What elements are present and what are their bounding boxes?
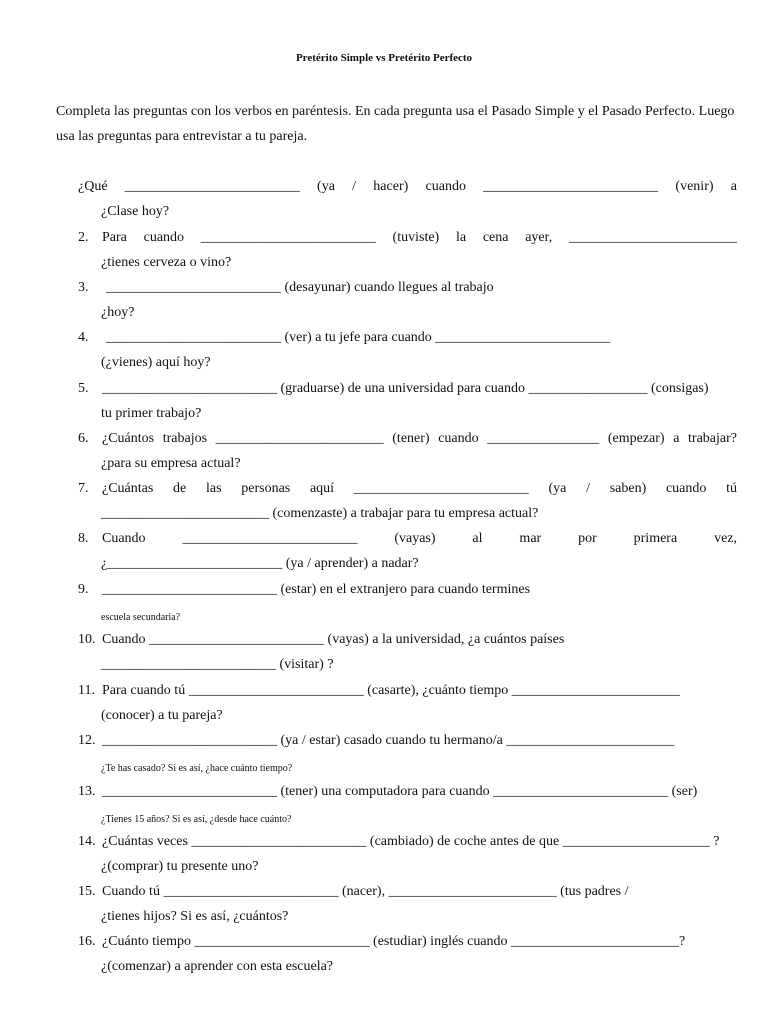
question-continuation: ¿Te has casado? Si es así, ¿hace cuánto tiempo? bbox=[101, 763, 293, 774]
question-text: Cuando _________________________ (vayas) al mar por primera vez, bbox=[102, 531, 737, 546]
question-line-1 bbox=[78, 580, 737, 600]
question-text: Para cuando _________________________ (tuviste) la cena ayer, ________________________ bbox=[102, 230, 737, 245]
question-continuation: ¿Tienes 15 años? Si es así, ¿desde hace cuánto? bbox=[101, 814, 292, 825]
question-continuation: (conocer) a tu pareja? bbox=[101, 708, 223, 723]
question-text: ¿Cuántas veces _________________________ (cambiado) de coche antes de que _____________________ ? bbox=[102, 834, 720, 849]
question-number: 10. bbox=[78, 632, 96, 647]
question-continuation: tu primer trabajo? bbox=[101, 406, 202, 421]
page-title: Pretérito Simple vs Pretérito Perfecto bbox=[295, 52, 473, 64]
question-continuation: ¿tienes hijos? Si es así, ¿cuántos? bbox=[101, 909, 289, 924]
question-text: _________________________ (tener) una computadora para cuando _________________________ (ser) bbox=[102, 784, 698, 799]
question-continuation: ¿(comprar) tu presente uno? bbox=[101, 859, 259, 874]
question-continuation: _________________________ (visitar) ? bbox=[101, 657, 334, 672]
question-line-1 bbox=[78, 228, 737, 248]
question-number: 11. bbox=[78, 683, 95, 698]
question-number: 3. bbox=[78, 280, 89, 295]
question-line-1 bbox=[78, 429, 737, 449]
question-text: ¿Cuántos trabajos ________________________ (tener) cuando ________________ (empezar) a trabajar? bbox=[102, 431, 737, 446]
question-number: 7. bbox=[78, 481, 89, 496]
question-text: ¿Qué _________________________ (ya / hacer) cuando _________________________ (venir) a bbox=[78, 179, 737, 194]
question-continuation: ¿tienes cerveza o vino? bbox=[101, 255, 232, 270]
question-line-1 bbox=[78, 479, 737, 499]
instructions-paragraph: Completa las preguntas con los verbos en paréntesis. En cada pregunta usa el Pasado Simple y el Pasado Perfecto. Luego usa las preguntas para entrevistar a tu pareja. bbox=[56, 104, 735, 144]
question-continuation: ¿hoy? bbox=[101, 305, 135, 320]
question-text: _________________________ (graduarse) de una universidad para cuando _________________ (consigas) bbox=[102, 381, 709, 396]
question-text: _________________________ (ver) a tu jefe para cuando _________________________ bbox=[106, 330, 611, 345]
question-number: 5. bbox=[78, 381, 89, 396]
question-continuation: ¿(comenzar) a aprender con esta escuela? bbox=[101, 959, 334, 974]
question-line-1 bbox=[78, 832, 737, 852]
question-text: ¿Cuánto tiempo _________________________ (estudiar) inglés cuando ________________________? bbox=[102, 934, 686, 949]
question-continuation: ¿_________________________ (ya / aprender) a nadar? bbox=[101, 556, 419, 571]
question-number: 2. bbox=[78, 230, 89, 245]
question-text: _________________________ (estar) en el extranjero para cuando termines bbox=[102, 582, 531, 597]
question-number: 15. bbox=[78, 884, 96, 899]
question-line-1 bbox=[78, 379, 737, 399]
question-line-1 bbox=[78, 731, 737, 751]
question-number: 16. bbox=[78, 934, 96, 949]
question-line-1 bbox=[78, 882, 737, 902]
question-number: 12. bbox=[78, 733, 96, 748]
question-text: _________________________ (ya / estar) casado cuando tu hermano/a ________________________ bbox=[102, 733, 675, 748]
question-number: 6. bbox=[78, 431, 89, 446]
question-line-1 bbox=[78, 932, 737, 952]
question-continuation: ¿Clase hoy? bbox=[101, 204, 170, 219]
question-text: ¿Cuántas de las personas aquí _________________________ (ya / saben) cuando tú bbox=[102, 481, 737, 496]
question-continuation: ________________________ (comenzaste) a trabajar para tu empresa actual? bbox=[101, 506, 539, 521]
question-number: 4. bbox=[78, 330, 89, 345]
question-number: 14. bbox=[78, 834, 96, 849]
question-line-1 bbox=[78, 278, 737, 298]
question-line-1 bbox=[78, 177, 737, 197]
question-number: 8. bbox=[78, 531, 89, 546]
question-line-1 bbox=[78, 328, 737, 348]
question-continuation: (¿vienes) aquí hoy? bbox=[101, 355, 211, 370]
question-line-1 bbox=[78, 681, 737, 701]
question-text: Para cuando tú _________________________ (casarte), ¿cuánto tiempo ________________________ bbox=[102, 683, 680, 698]
question-line-1 bbox=[78, 782, 737, 802]
question-number: 9. bbox=[78, 582, 89, 597]
question-line-1 bbox=[78, 529, 737, 549]
question-text: _________________________ (desayunar) cuando llegues al trabajo bbox=[106, 280, 494, 295]
question-continuation: ¿para su empresa actual? bbox=[101, 456, 241, 471]
question-continuation: escuela secundaria? bbox=[101, 612, 181, 623]
question-line-1 bbox=[78, 630, 737, 650]
question-text: Cuando _________________________ (vayas) a la universidad, ¿a cuántos países bbox=[102, 632, 565, 647]
question-number: 13. bbox=[78, 784, 96, 799]
question-text: Cuando tú _________________________ (nacer), ________________________ (tus padres / bbox=[102, 884, 629, 899]
